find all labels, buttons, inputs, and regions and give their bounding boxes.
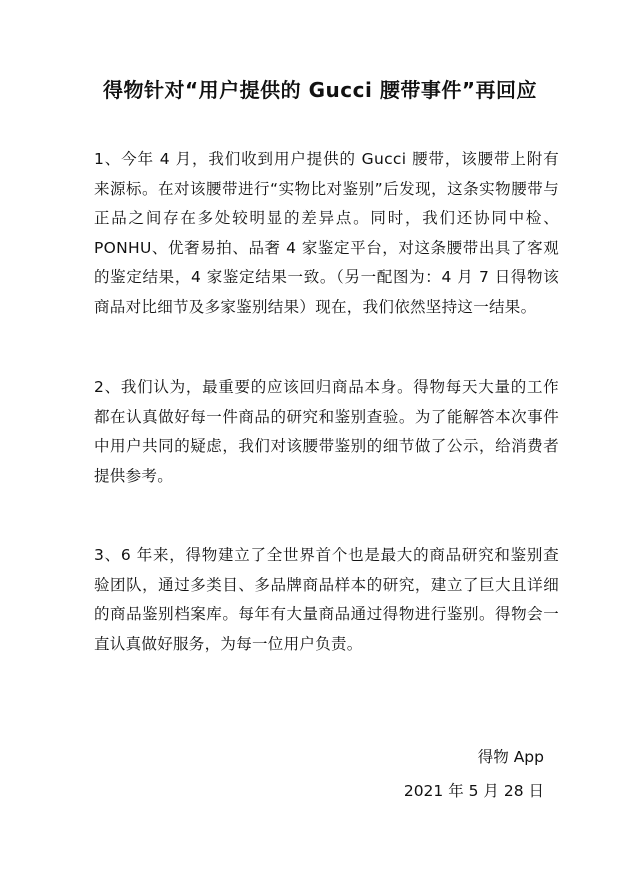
signature-date: 2021 年 5 月 28 日 <box>403 782 544 800</box>
document-title: 得物针对“用户提供的 Gucci 腰带事件”再回应 <box>103 78 537 102</box>
paragraph-1: 1、今年 4 月，我们收到用户提供的 Gucci 腰带，该腰带上附有来源标。在对该腰带进行“实物比对鉴别”后发现，这条实物腰带与正品之间存在多处较明显的差异点。同时，我们还协同中检、PONHU、优奢易拍、品奢 4 家鉴定平台，对这条腰带出具了客观的鉴定结果，4 家鉴定结果一致。（另一配图为：4 月 7 日得物该商品对比细节及多家鉴别结果）现在，我们依然坚持这一结果。 <box>94 150 559 316</box>
paragraph-3: 3、6 年来，得物建立了全世界首个也是最大的商品研究和鉴别查验团队，通过多类目、多品牌商品样本的研究，建立了巨大且详细的商品鉴别档案库。每年有大量商品通过得物进行鉴别。得物会一直认真做好服务，为每一位用户负责。 <box>94 546 559 653</box>
paragraph-2: 2、我们认为，最重要的应该回归商品本身。得物每天大量的工作都在认真做好每一件商品的研究和鉴别查验。为了能解答本次事件中用户共同的疑虑，我们对该腰带鉴别的细节做了公示，给消费者提供参考。 <box>94 378 559 485</box>
signature-organization: 得物 App <box>477 748 544 766</box>
